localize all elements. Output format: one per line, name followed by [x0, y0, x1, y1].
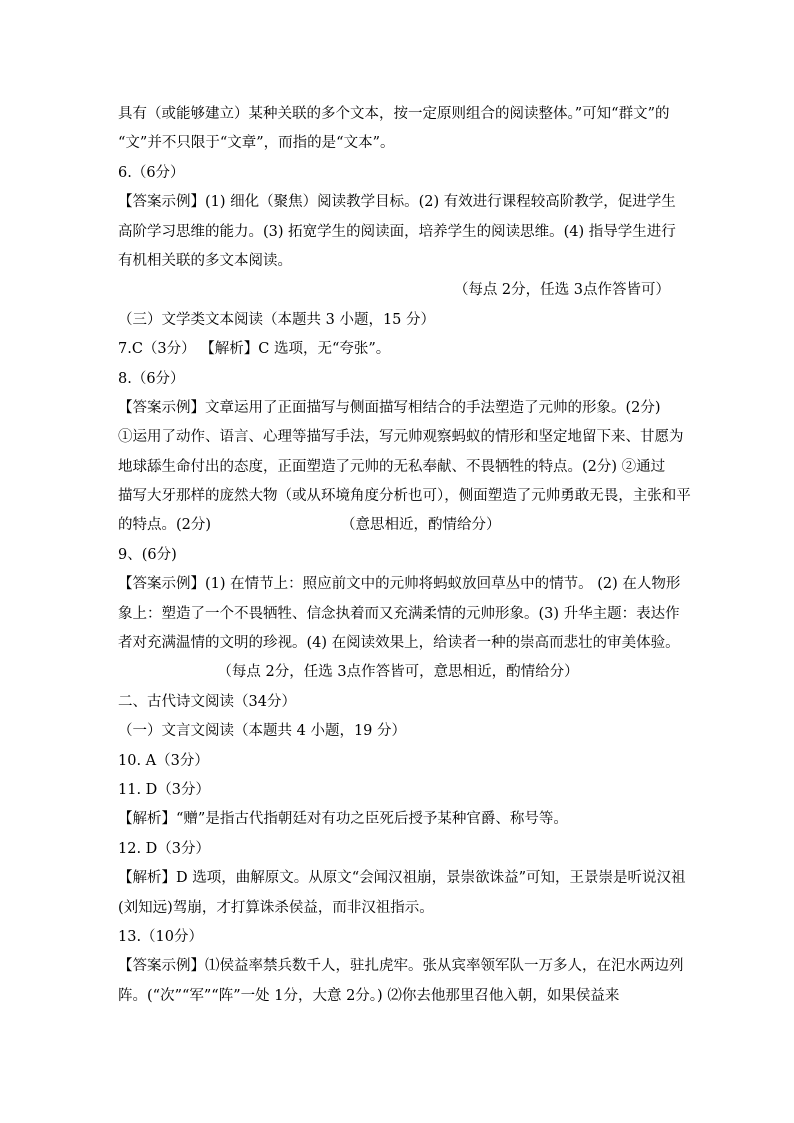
answer-line: 有机相关联的多文本阅读。: [118, 252, 292, 269]
section-heading: （一）文言文阅读（本题共 4 小题，19 分）: [118, 723, 407, 740]
document-page: [118, 100, 691, 1011]
answer-line: [118, 511, 678, 540]
answer-line: 7.C（3分） 【解析】C 选项，无“夸张”。: [118, 341, 391, 358]
answer-fragment: 的特点。(2分): [118, 517, 212, 534]
scoring-note: （每点 2分，任选 3点作答皆可，意思相近，酌情给分）: [217, 664, 579, 681]
answer-line: 【答案示例】(1) 细化（聚焦）阅读教学目标。(2) 有效进行课程较高阶教学，促进学生: [118, 194, 676, 211]
section-heading: 二、古代诗文阅读（34分）: [118, 693, 296, 710]
answer-line: 【解析】D 选项，曲解原文。从原文“会闻汉祖崩，景崇欲诛益”可知，王景崇是听说汉祖: [118, 870, 686, 887]
question-number: 9、(6分): [118, 546, 177, 563]
answer-line: 象上：塑造了一个不畏牺牲、信念执着而又充满柔情的元帅形象。(3) 升华主题：表达作: [118, 605, 680, 622]
answer-line: 11. D（3分）: [118, 781, 211, 798]
answer-line: (刘知远)驾崩，才打算诛杀侯益，而非汉祖指示。: [118, 899, 434, 916]
scoring-note: （意思相近，酌情给分）: [341, 517, 501, 534]
question-number: 8.（6分）: [118, 370, 185, 387]
text-line: “文”并不只限于“文章”，而指的是“文本”。: [118, 135, 395, 152]
answer-line: 12. D（3分）: [118, 840, 211, 857]
text-line: 具有（或能够建立）某种关联的多个文本，按一定原则组合的阅读整体。”可知“群文”的: [118, 106, 670, 122]
answer-line: ①运用了动作、语言、心理等描写手法，写元帅观察蚂蚁的情形和坚定地留下来、甘愿为: [118, 429, 684, 446]
answer-line: 地球舔生命付出的态度，正面塑造了元帅的无私奉献、不畏牺牲的特点。(2分) ②通过: [118, 458, 666, 475]
question-number: 6.（6分）: [118, 164, 185, 181]
section-heading: （三）文学类文本阅读（本题共 3 小题，15 分）: [118, 311, 436, 328]
answer-line: 高阶学习思维的能力。(3) 拓宽学生的阅读面，培养学生的阅读思维。(4) 指导学生进行: [118, 223, 676, 240]
answer-line: 10. A（3分）: [118, 752, 209, 769]
answer-line: 阵。(“次”“军”“阵”一处 1分，大意 2分。) ⑵你去他那里召他入朝，如果侯益来: [118, 987, 620, 1004]
answer-line: 【答案示例】⑴侯益率禁兵数千人，驻扎虎牢。张从宾率领军队一万多人，在汜水两边列: [118, 958, 684, 975]
answer-line: 者对充满温情的文明的珍视。(4) 在阅读效果上，给读者一种的崇高而悲壮的审美体验。: [118, 635, 680, 652]
answer-line: 描写大牙那样的庞然大物（或从环境角度分析也可），侧面塑造了元帅勇敢无畏，主张和平: [118, 488, 691, 505]
scoring-note: （每点 2分，任选 3点作答皆可）: [453, 282, 670, 299]
answer-line: 【答案示例】文章运用了正面描写与侧面描写相结合的手法塑造了元帅的形象。(2分): [118, 399, 661, 416]
answer-line: 【解析】“赠”是指古代指朝廷对有功之臣死后授予某种官爵、称号等。: [118, 811, 568, 828]
answer-line: 【答案示例】(1) 在情节上：照应前文中的元帅将蚂蚁放回草丛中的情节。 (2) 在人物形: [118, 576, 681, 593]
question-number: 13.（10分）: [118, 928, 204, 945]
